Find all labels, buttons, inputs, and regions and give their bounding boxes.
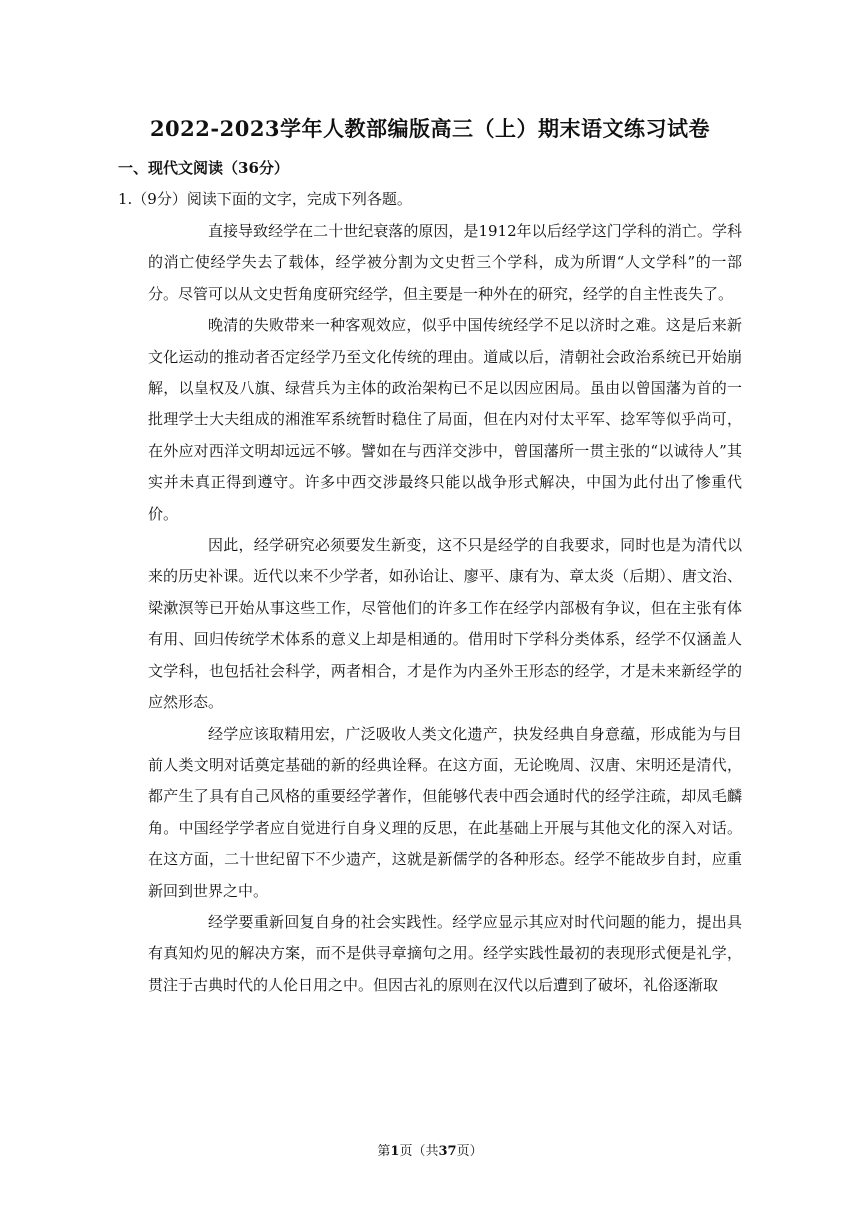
footer-page-number: 1 — [390, 1144, 400, 1159]
section-heading: 一、现代文阅读（36分） — [118, 159, 289, 177]
footer-middle: 页（共 — [399, 1144, 439, 1159]
footer-total-pages: 37 — [438, 1144, 457, 1159]
question-stem: 1.（9分）阅读下面的文字，完成下列各题。 — [118, 190, 412, 208]
passage-paragraph-1: 直接导致经学在二十世纪衰落的原因，是1912年以后经学这门学科的消亡。学科的消亡使经学失去了载体，经学被分割为文史哲三个学科，成为所谓“人文学科”的一部分。尽管可以从文史哲角度研究经学，但主要是一种外在的研究，经学的自主性丧失了。 — [148, 222, 742, 303]
footer-suffix: 页） — [456, 1144, 483, 1159]
passage-paragraph-3: 因此，经学研究必须要发生新变，这不只是经学的自我要求，同时也是为清代以来的历史补课。近代以来不少学者，如孙诒让、廖平、康有为、章太炎（后期）、唐文治、梁漱溟等已开始从事这些工作，尽管他们的许多工作在经学内部极有争议，但在主张有体有用、回归传统学术体系的意义上却是相通的。借用时下学科分类体系，经学不仅涵盖人文学科，也包括社会科学，两者相合，才是作为内圣外王形态的经学，才是未来新经学的应然形态。 — [148, 536, 742, 712]
passage-paragraph-5: 经学要重新回复自身的社会实践性。经学应显示其应对时代问题的能力，提出具有真知灼见的解决方案，而不是供寻章摘句之用。经学实践性最初的表现形式便是礼学，贯注于古典时代的人伦日用之中。但因古礼的原则在汉代以后遭到了破坏，礼俗逐渐取 — [148, 912, 742, 994]
page-footer — [0, 1140, 860, 1159]
footer-prefix: 第 — [377, 1144, 391, 1159]
passage-paragraph-2: 晚清的失败带来一种客观效应，似乎中国传统经学不足以济时之难。这是后来新文化运动的推动者否定经学乃至文化传统的理由。道咸以后，清朝社会政治系统已开始崩解，以皇权及八旗、绿营兵为主体的政治架构已不足以因应困局。虽由以曾国藩为首的一批理学士大夫组成的湘淮军系统暂时稳住了局面，但在内对付太平军、捻军等似乎尚可，在外应对西洋文明却远远不够。譬如在与西洋交涉中，曾国藩所一贯主张的“以诚待人”其实并未真正得到遵守。许多中西交涉最终只能以战争形式解决，中国为此付出了惨重代价。 — [148, 316, 742, 523]
passage-paragraph-4: 经学应该取精用宏，广泛吸收人类文化遗产，抉发经典自身意蕴，形成能为与目前人类文明对话奠定基础的新的经典诠释。在这方面，无论晚周、汉唐、宋明还是清代，都产生了具有自己风格的重要经学著作，但能够代表中西会通时代的经学注疏，却凤毛麟角。中国经学学者应自觉进行自身义理的反思，在此基础上开展与其他文化的深入对话。在这方面，二十世纪留下不少遗产，这就是新儒学的各种形态。经学不能故步自封，应重新回到世界之中。 — [148, 724, 742, 900]
exam-title: 2022-2023学年人教部编版高三（上）期末语文练习试卷 — [149, 116, 711, 141]
reading-passage — [148, 216, 742, 1001]
